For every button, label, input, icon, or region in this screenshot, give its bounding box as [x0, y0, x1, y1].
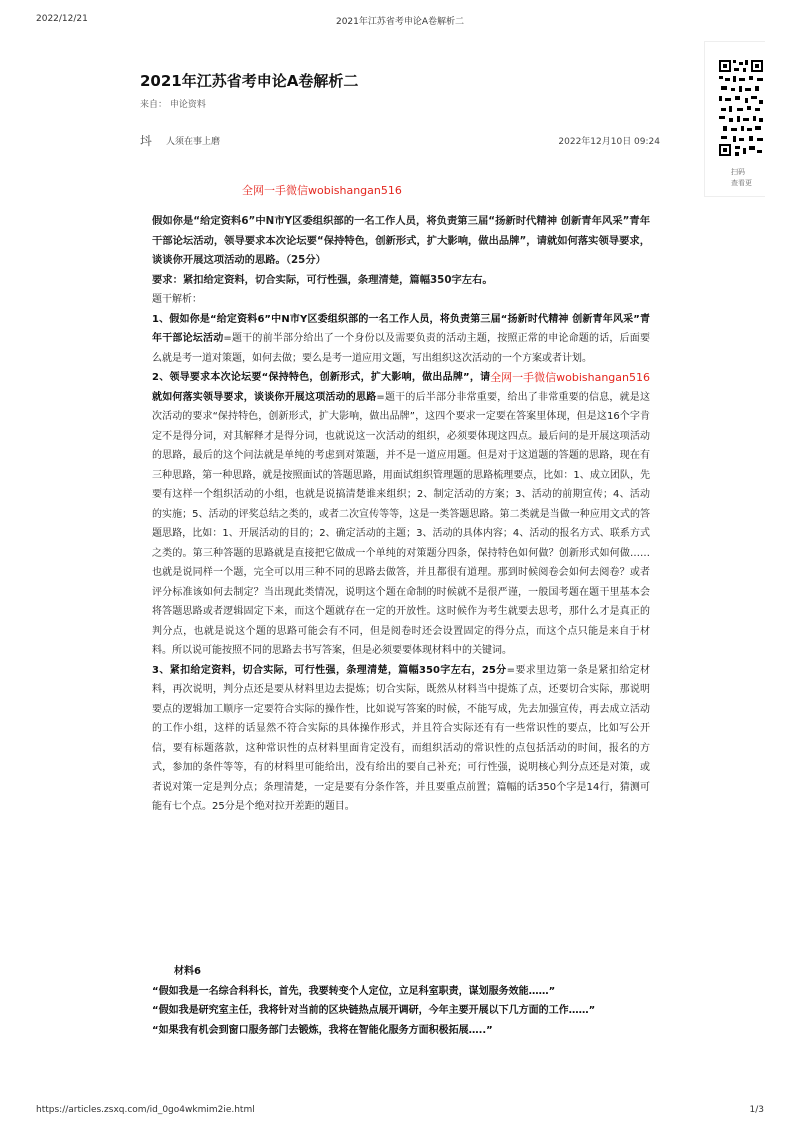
watermark-inline: 全网一手微信wobishangan516 — [490, 371, 650, 384]
article-source: 来自： 申论资料 — [140, 100, 206, 110]
author-avatar-icon[interactable]: 㘰 — [140, 134, 153, 148]
print-doc-title: 2021年江苏省考申论A卷解析二 — [335, 17, 465, 27]
analysis-point-3: 3、紧扣给定资料，切合实际，可行性强，条理清楚，篇幅350字左右，25分=要求里边第一条是紧扣给定材料，再次说明，判分点还是要从材料里边去提炼；切合实际，既然从材料当中提炼了点，还要切合实际，那说明要点的逻辑加工顺序一定要符合实际的操作性，比如说写答案的时候，不能写成，先去加强宣传，再去成立活动的工作小组，这样的话显然不符合实际的具体操作形式，并且符合实际还有有一些常识性的要点，比如写公开信，要有标题落款，这种常识性的点材料里面肯定没有，而组织活动的常识性的点包括活动的时间，报名的方式，参加的条件等等，有的材料里可能给出，没有给出的要自己补充；可行性强，说明核心判分点还是对策，或者说对策一定是判分点；条理清楚，一定是要有分条作答，并且要重点前置；篇幅的话350个字是14行，猜测可能有七个点。25分是个绝对拉开差距的题目。 — [152, 664, 650, 812]
analysis-label: 题干解析： — [152, 294, 202, 305]
article-title: 2021年江苏省考申论A卷解析二 — [140, 72, 359, 90]
author-row — [140, 133, 660, 147]
print-url: https://articles.zsxq.com/id_0go4wkmim2ie.html — [36, 1105, 255, 1115]
author-name[interactable]: 人须在事上磨 — [166, 137, 221, 147]
print-date: 2022/12/21 — [36, 14, 88, 24]
material-line: “如果我有机会到窗口服务部门去锻炼，我将在智能化服务方面积极拓展…..” — [152, 1024, 493, 1036]
material-title: 材料6 — [174, 966, 201, 977]
watermark-text: 全网一手微信wobishangan516 — [242, 184, 402, 197]
post-time: 2022年12月10日 09:24 — [558, 137, 660, 147]
qr-caption: 扫码 查看更 — [731, 168, 752, 187]
page-number: 1/3 — [749, 1105, 764, 1115]
material-line: “假如我是研究室主任，我将针对当前的区块链热点展开调研，今年主要开展以下几方面的工作……” — [152, 1005, 596, 1016]
analysis-point-2: 2、领导要求本次论坛要“保持特色，创新形式，扩大影响，做出品牌”，请就如何落实领导要求，谈谈你开展这项活动的思路=题干的后半部分非常重要，给出了非常重要的信息，就是这次活动的要求“保持特色，创新形式，扩大影响，做出品牌”，这四个要求一定要在答案里体现，但是这16个字肯定不是得分词，对其解释才是得分词，也就说这一次活动的组织，必须要体现这四点。最后问的是开展这项活动的思路，最后的这个问法就是单纯的考虑到对策题，并不是一道应用题。但是对于这道题的答题的思路，现在有三种思路，第一种思路，就是按照面试的答题思路，用面试组织管理题的思路梳理要点，比如：1、成立团队，先要有这样一个组织活动的小组，也就是说搞清楚谁来组织；2、制定活动的方案；3、活动的前期宣传；4、活动的实施；5、活动的评奖总结之类的，或者二次宣传等等，这是一类答题思路。第二类就是当做一种应用文式的答题思路，比如：1、开展活动的目的；2、确定活动的主题；3、活动的具体内容；4、活动的报名方式、联系方式之类的。第三种答题的思路就是直接把它做成一个单纯的对策题分四条，保持特色如何做？创新形式如何做……也就是说同样一个题，完全可以用三种不同的思路去做答，并且都很有道理。那到时候阅卷会如何去阅卷？或者评分标准该如何去制定？当出现此类情况，说明这个题在命制的时候就不是很严谨，一般国考题在题干里基本会将答题思路或者逻辑固定下来，而这个题就存在一定的开放性。这时候作为考生就要去思考，那什么才是真正的判分点，也就是说这个题的思路可能会有不同，但是阅卷时还会设置固定的得分点，而这个点只能是来自于材料。所以说可能按照不同的思路去书写答案，但是必须要要体现材料中的关键词。 — [152, 372, 650, 656]
qr-panel — [704, 41, 765, 197]
qr-code-icon — [719, 56, 763, 156]
article-content — [152, 212, 650, 817]
question-requirement: 要求：紧扣给定资料，切合实际，可行性强，条理清楚，篇幅350字左右。 — [152, 273, 493, 286]
material-section — [152, 962, 650, 1040]
material-line: “假如我是一名综合科科长，首先，我要转变个人定位，立足科室职责，谋划服务效能……” — [152, 985, 556, 997]
analysis-point-1: 1、假如你是“给定资料6”中N市Y区委组织部的一名工作人员，将负责第三届“扬新时代精神 创新青年风采”青年干部论坛活动=题干的前半部分给出了一个身份以及需要负责的活动主题，按照正常的申论命题的话，后面要么就是考一道对策题，如何去做；要么是考一道应用文题，写出组织这次活动的一个方案或者计划。 全网一手微信wobishangan516 — [152, 310, 650, 369]
question-body: 假如你是“给定资料6”中N市Y区委组织部的一名工作人员，将负责第三届“扬新时代精神 创新青年风采”青年干部论坛活动，领导要求本次论坛要“保持特色，创新形式，扩大影响，做出品牌”，请就如何落实领导要求，谈谈你开展这项活动的思路。（25分） — [152, 215, 650, 266]
